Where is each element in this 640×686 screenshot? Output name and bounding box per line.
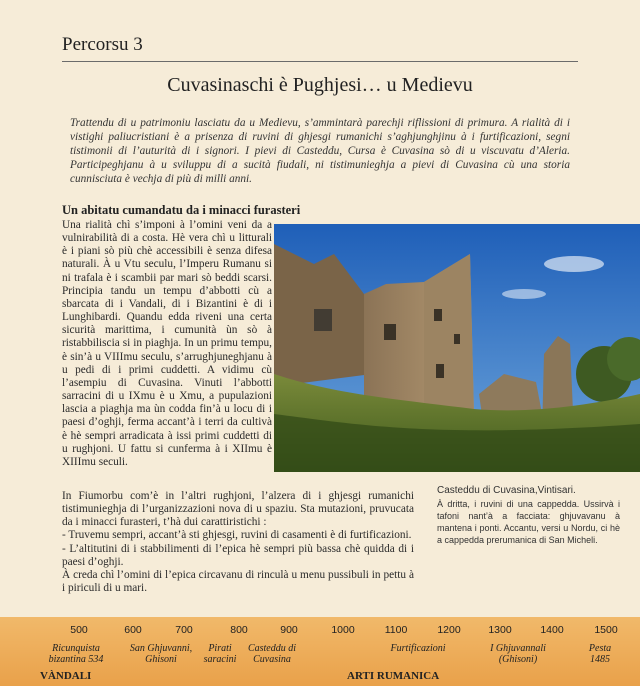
- timeline-event-line: I Ghjuvannali: [490, 643, 546, 654]
- header-divider: [62, 61, 578, 62]
- timeline-year: 700: [175, 624, 193, 636]
- caption-title: Casteddu di Cuvasina,Vintisari.: [437, 485, 576, 496]
- timeline-event-line: 1485: [590, 654, 610, 665]
- caption-text: À dritta, i ruvini di una cappedda. Ussirvà i tafoni nant’à a facciata: ghjuvavanu à mantena i ponti. Accantu, versi u Nordu, ci hè a cappedda prerumanica di San Micheli.: [437, 499, 620, 545]
- timeline-year: 1300: [488, 624, 512, 636]
- section-heading: Un abitatu cumandatu da i minacci furasteri: [62, 203, 301, 217]
- body-paragraph: - L’altitutini di i stabbilimenti di l’epica hè sempri più bassa chè quidda di i paesi d’oghji.: [62, 542, 414, 568]
- timeline-event: [589, 643, 611, 665]
- castle-ruins-illustration: [274, 224, 640, 472]
- timeline-event-line: Furtificazioni: [390, 643, 446, 654]
- timeline-event-line: bizantina 534: [48, 654, 104, 665]
- timeline-year: 1100: [384, 624, 408, 636]
- timeline-event: [204, 643, 237, 665]
- timeline-event: [49, 643, 104, 665]
- timeline-event-line: Ricunquista: [52, 643, 100, 654]
- column-paragraph: Una rialità chì s’imponi à l’omini veni da a vulnirabilità di a costa. Hè vera chì u litturali è i piani sò più chè accessibili è senza difesa naturali. À u Vtu seculu, l’Imperu Rumanu si ni trafala è i scambii par mari sò beddi scarsi. Principia tandu un tempu d’abbotti cù a sbarcata di i Vandali, di i Bizantini è di i Lunghibardi. Quandu edda riveni una certa sicurità marittima, i cumunità ùn sò à ristabbiliscia si in piaghja. In un primu tempu, è sin’à u VIIImu seculu, s’arrughjuneghjanu à u pedi di i primi cuddetti. A vidimu cù l’asempiu di Cuvasina. Vinuti l’abbotti sarracini di u IXmu è u Xmu, a pupulazioni lascia a piaghja ma ùn codda fin’à u locu di i paesi d’oghji, ferma accant’à i terri da cultivà è hè sempri arradicata à issi primi cuddetti di u rughjoni. U fattu si cunferma à i XIImu è XIIImu seculi.: [62, 219, 272, 468]
- timeline-year: 900: [280, 624, 298, 636]
- timeline-event-line: Ghisoni: [145, 654, 177, 665]
- timeline-event-line: Pesta: [588, 643, 612, 654]
- timeline-event-line: Casteddu di: [247, 643, 297, 654]
- body-paragraph: À creda chì l’omini di l’epica circavanu di rinculà u menu pussibuli in pettu à i piriculi di u mari.: [62, 568, 414, 595]
- timeline-event: [391, 643, 446, 654]
- timeline-year: 1000: [331, 624, 355, 636]
- timeline-event-line: (Ghisoni): [498, 654, 538, 665]
- timeline-event: [130, 643, 192, 665]
- timeline-event-line: San Ghjuvanni,: [129, 643, 193, 654]
- timeline-event: [248, 643, 296, 665]
- timeline: [0, 617, 640, 686]
- intro-paragraph: Trattendu di u patrimoniu lasciatu da u Medievu, s’ammintarà parechji riflissioni di primura. A rialità di i vistighi paliucristiani è a prisenza di ruvini di ghjesgi rumanichi s’aghjunghjinu à i furtificazioni, segni tistimonii di l’auturità di i signori. I pievi di Casteddu, Cursa è Cuvasina sò di u viscuvatu d’Aleria. Participeghjanu à u sviluppu di a sucità fiudali, ni tistimunieghja a pievi di Cuvasina cù una storia cunnisciuta è vechja di più di milli anni.: [70, 117, 570, 185]
- timeline-event-line: Cuvasina: [253, 654, 291, 665]
- timeline-year: 1200: [437, 624, 461, 636]
- body-paragraph: In Fiumorbu com’è in l’altri rughjoni, l’alzera di i ghjesgi rumanichi tistimunieghja di l’urganizzazioni nova di u spaziu. Sta mutazioni, pruvucata da i minacci furasteri, t’hà dui carattiristichi :: [62, 490, 414, 529]
- timeline-year: 600: [124, 624, 142, 636]
- timeline-event-line: Pirati: [208, 643, 232, 654]
- timeline-year: 500: [70, 624, 88, 636]
- timeline-year: 1400: [540, 624, 564, 636]
- timeline-event: [490, 643, 546, 665]
- timeline-era-arti-rumanica: ARTI RUMANICA: [347, 670, 440, 682]
- page-title: Cuvasinaschi è Pughjesi… u Medievu: [167, 74, 473, 96]
- column-text: [62, 219, 272, 469]
- timeline-era-vandali: VÀNDALI: [40, 670, 92, 682]
- castle-photo: [274, 224, 640, 472]
- chapter-title: Percorsu 3: [62, 34, 143, 55]
- timeline-year: 1500: [594, 624, 618, 636]
- timeline-event-line: saracini: [203, 654, 237, 665]
- photo-caption: [437, 485, 620, 546]
- body-text: [62, 490, 414, 595]
- body-paragraph: - Truvemu sempri, accant’à sti ghjesgi, ruvini di casamenti è di furtificazioni.: [62, 529, 412, 542]
- timeline-year: 800: [230, 624, 248, 636]
